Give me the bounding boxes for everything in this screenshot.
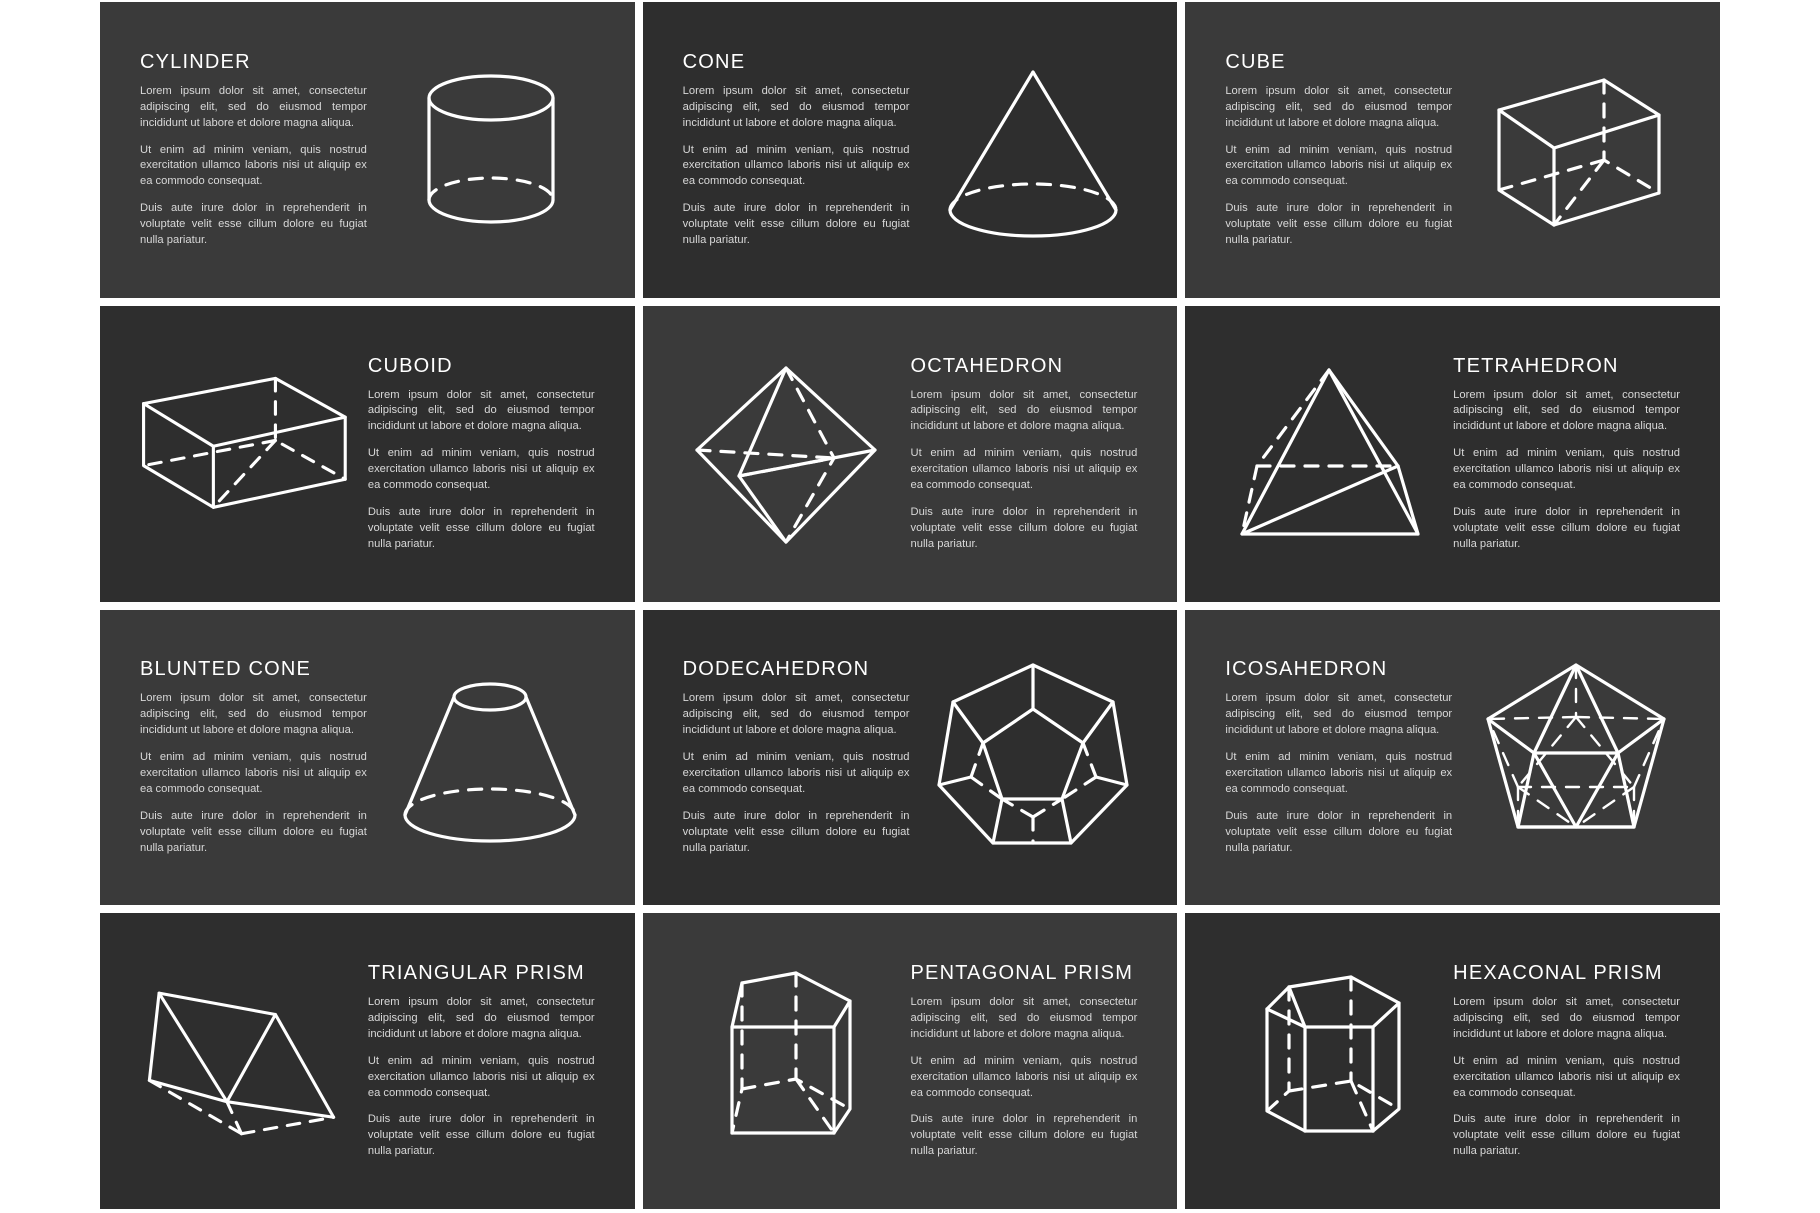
shape-illustration-dodecahedron <box>919 657 1147 857</box>
card-paragraph-1: Lorem ipsum dolor sit amet, consectetur adipiscing elit, sed do eiusmod tempor incididunt ut labore et dolore magna aliqua. <box>910 388 1138 433</box>
card-paragraph-3: Duis aute irure dolor in reprehenderit in voluptate velit esse cillum dolore eu fugiat nulla pariatur. <box>910 505 1138 550</box>
card-paragraph-2: Ut enim ad minim veniam, quis nostrud exercitation ullamco laboris nisi ut aliquip ex ea commodo consequat. <box>1225 751 1453 795</box>
card-title: CONE <box>682 50 746 73</box>
card-paragraph-2: Ut enim ad minim veniam, quis nostrud exercitation ullamco laboris nisi ut aliquip ex ea commodo consequat. <box>682 751 910 795</box>
card-text-block <box>358 962 605 1160</box>
card-title: TETRAHEDRON <box>1453 354 1619 377</box>
card-paragraph-1: Lorem ipsum dolor sit amet, consectetur adipiscing elit, sed do eiusmod tempor incididunt ut labore et dolore magna aliqua. <box>1453 388 1680 433</box>
card-tetrahedron[interactable] <box>1185 306 1720 602</box>
card-paragraph-3: Duis aute irure dolor in reprehenderit in voluptate velit esse cillum dolore eu fugiat nulla pariatur. <box>910 1113 1138 1158</box>
shape-illustration-blunted-cone <box>377 657 605 857</box>
card-text-block <box>1443 962 1690 1160</box>
card-hexagonal-prism[interactable] <box>1185 913 1720 1209</box>
card-paragraph-3: Duis aute irure dolor in reprehenderit in voluptate velit esse cillum dolore eu fugiat nulla pariatur. <box>367 505 595 550</box>
shape-illustration-cylinder <box>377 50 605 250</box>
card-cylinder[interactable] <box>100 2 635 298</box>
card-title: CYLINDER <box>140 50 251 73</box>
card-paragraph-1: Lorem ipsum dolor sit amet, consectetur adipiscing elit, sed do eiusmod tempor incididunt ut labore et dolore magna aliqua. <box>140 692 367 737</box>
card-octahedron[interactable] <box>643 306 1178 602</box>
card-text-block <box>901 962 1148 1160</box>
card-text-block <box>1443 355 1690 553</box>
octahedron-icon <box>679 354 894 554</box>
card-paragraph-2: Ut enim ad minim veniam, quis nostrud exercitation ullamco laboris nisi ut aliquip ex ea commodo consequat. <box>1453 1054 1680 1099</box>
card-title: TRIANGULAR PRISM <box>367 962 585 985</box>
card-title: ICOSAHEDRON <box>1225 658 1388 681</box>
card-paragraph-1: Lorem ipsum dolor sit amet, consectetur adipiscing elit, sed do eiusmod tempor incididunt ut labore et dolore magna aliqua. <box>682 692 910 737</box>
card-paragraph-1: Lorem ipsum dolor sit amet, consectetur adipiscing elit, sed do eiusmod tempor incididunt ut labore et dolore magna aliqua. <box>1453 996 1680 1040</box>
card-cube[interactable] <box>1185 2 1720 298</box>
hexagonal-prism-icon <box>1227 961 1432 1161</box>
shape-illustration-cone <box>919 50 1147 250</box>
card-paragraph-1: Lorem ipsum dolor sit amet, consectetur adipiscing elit, sed do eiusmod tempor incididunt ut labore et dolore magna aliqua. <box>1225 84 1453 129</box>
card-triangular-prism[interactable] <box>100 913 635 1209</box>
tetrahedron-icon <box>1222 354 1437 554</box>
shape-illustration-cube <box>1462 50 1690 250</box>
card-paragraph-2: Ut enim ad minim veniam, quis nostrud exercitation ullamco laboris nisi ut aliquip ex ea commodo consequat. <box>367 1054 595 1099</box>
shape-illustration-octahedron <box>673 354 901 554</box>
cube-icon <box>1469 50 1684 250</box>
card-cuboid[interactable] <box>100 306 635 602</box>
card-paragraph-3: Duis aute irure dolor in reprehenderit in voluptate velit esse cillum dolore eu fugiat nulla pariatur. <box>1453 505 1680 550</box>
shape-illustration-tetrahedron <box>1215 354 1443 554</box>
card-paragraph-3: Duis aute irure dolor in reprehenderit in voluptate velit esse cillum dolore eu fugiat nulla pariatur. <box>1225 202 1453 247</box>
card-text-block <box>673 51 920 249</box>
card-text-block <box>358 355 605 553</box>
triangular-prism-icon <box>130 961 358 1161</box>
card-icosahedron[interactable] <box>1185 610 1720 906</box>
card-paragraph-3: Duis aute irure dolor in reprehenderit in voluptate velit esse cillum dolore eu fugiat nulla pariatur. <box>140 809 367 854</box>
card-paragraph-2: Ut enim ad minim veniam, quis nostrud exercitation ullamco laboris nisi ut aliquip ex ea commodo consequat. <box>910 447 1138 492</box>
card-paragraph-1: Lorem ipsum dolor sit amet, consectetur adipiscing elit, sed do eiusmod tempor incididunt ut labore et dolore magna aliqua. <box>140 84 367 129</box>
card-paragraph-1: Lorem ipsum dolor sit amet, consectetur adipiscing elit, sed do eiusmod tempor incididunt ut labore et dolore magna aliqua. <box>682 84 910 129</box>
card-text-block <box>1215 51 1462 249</box>
card-paragraph-3: Duis aute irure dolor in reprehenderit in voluptate velit esse cillum dolore eu fugiat nulla pariatur. <box>367 1113 595 1158</box>
card-text-block <box>130 658 377 856</box>
icosahedron-icon <box>1474 657 1679 857</box>
card-paragraph-2: Ut enim ad minim veniam, quis nostrud exercitation ullamco laboris nisi ut aliquip ex ea commodo consequat. <box>1225 143 1453 188</box>
card-paragraph-1: Lorem ipsum dolor sit amet, consectetur adipiscing elit, sed do eiusmod tempor incididunt ut labore et dolore magna aliqua. <box>367 996 595 1040</box>
card-paragraph-3: Duis aute irure dolor in reprehenderit in voluptate velit esse cillum dolore eu fugiat nulla pariatur. <box>1453 1113 1680 1158</box>
card-paragraph-2: Ut enim ad minim veniam, quis nostrud exercitation ullamco laboris nisi ut aliquip ex ea commodo consequat. <box>140 143 367 188</box>
shape-illustration-hexagonal-prism <box>1215 961 1443 1161</box>
card-pentagonal-prism[interactable] <box>643 913 1178 1209</box>
card-paragraph-1: Lorem ipsum dolor sit amet, consectetur adipiscing elit, sed do eiusmod tempor incididunt ut labore et dolore magna aliqua. <box>1225 692 1453 737</box>
card-title: OCTAHEDRON <box>910 354 1064 377</box>
card-blunted-cone[interactable] <box>100 610 635 906</box>
card-paragraph-3: Duis aute irure dolor in reprehenderit in voluptate velit esse cillum dolore eu fugiat nulla pariatur. <box>1225 809 1453 854</box>
card-paragraph-2: Ut enim ad minim veniam, quis nostrud exercitation ullamco laboris nisi ut aliquip ex ea commodo consequat. <box>140 751 367 795</box>
cylinder-icon <box>391 50 591 250</box>
card-paragraph-1: Lorem ipsum dolor sit amet, consectetur adipiscing elit, sed do eiusmod tempor incididunt ut labore et dolore magna aliqua. <box>367 388 595 433</box>
card-dodecahedron[interactable] <box>643 610 1178 906</box>
card-paragraph-2: Ut enim ad minim veniam, quis nostrud exercitation ullamco laboris nisi ut aliquip ex ea commodo consequat. <box>682 143 910 188</box>
card-paragraph-1: Lorem ipsum dolor sit amet, consectetur adipiscing elit, sed do eiusmod tempor incididunt ut labore et dolore magna aliqua. <box>910 996 1138 1040</box>
card-text-block <box>673 658 920 856</box>
pentagonal-prism-icon <box>684 961 889 1161</box>
shape-illustration-pentagonal-prism <box>673 961 901 1161</box>
card-title: CUBOID <box>367 354 453 377</box>
card-paragraph-3: Duis aute irure dolor in reprehenderit in voluptate velit esse cillum dolore eu fugiat nulla pariatur. <box>682 202 910 247</box>
card-title: CUBE <box>1225 50 1286 73</box>
card-cone[interactable] <box>643 2 1178 298</box>
cuboid-icon <box>130 354 358 554</box>
dodecahedron-icon <box>931 657 1136 857</box>
card-text-block <box>130 51 377 249</box>
card-title: PENTAGONAL PRISM <box>910 962 1134 985</box>
card-paragraph-3: Duis aute irure dolor in reprehenderit in voluptate velit esse cillum dolore eu fugiat nulla pariatur. <box>140 202 367 247</box>
card-title: DODECAHEDRON <box>682 658 870 681</box>
card-title: BLUNTED CONE <box>140 658 312 681</box>
shape-illustration-cuboid <box>130 354 358 554</box>
blunted-cone-icon <box>383 657 598 857</box>
card-paragraph-2: Ut enim ad minim veniam, quis nostrud exercitation ullamco laboris nisi ut aliquip ex ea commodo consequat. <box>910 1054 1138 1099</box>
shape-illustration-icosahedron <box>1462 657 1690 857</box>
card-title: HEXACONAL PRISM <box>1453 962 1663 985</box>
card-text-block <box>901 355 1148 553</box>
card-text-block <box>1215 658 1462 856</box>
shape-illustration-triangular-prism <box>130 961 358 1161</box>
cone-icon <box>928 50 1138 250</box>
card-paragraph-2: Ut enim ad minim veniam, quis nostrud exercitation ullamco laboris nisi ut aliquip ex ea commodo consequat. <box>367 447 595 492</box>
card-paragraph-2: Ut enim ad minim veniam, quis nostrud exercitation ullamco laboris nisi ut aliquip ex ea commodo consequat. <box>1453 447 1680 492</box>
card-paragraph-3: Duis aute irure dolor in reprehenderit in voluptate velit esse cillum dolore eu fugiat nulla pariatur. <box>682 809 910 854</box>
shape-card-grid <box>100 2 1720 1209</box>
